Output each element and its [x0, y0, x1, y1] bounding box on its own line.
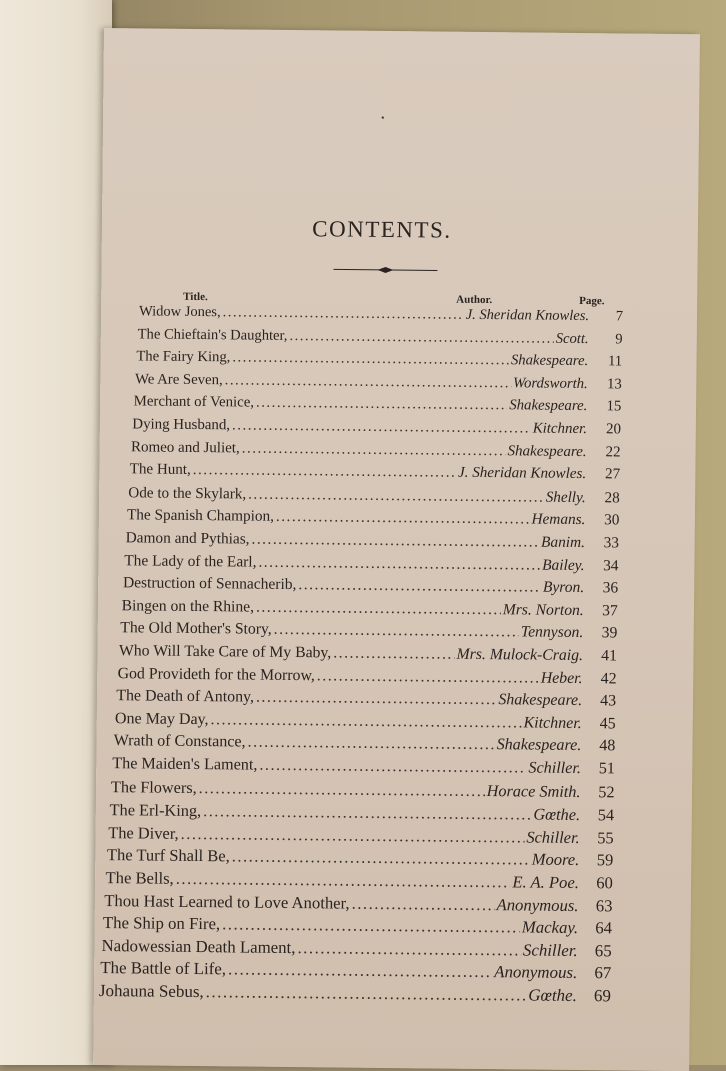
entry-page-number: 39 — [601, 624, 618, 642]
entry-author: Heber. — [540, 669, 583, 687]
entry-page-number: 9 — [615, 330, 623, 348]
entry-author: Hemans. — [531, 510, 586, 529]
entry-page-number: 33 — [603, 534, 620, 552]
dot-leader — [251, 531, 539, 552]
entry-title: Thou Hast Learned to Love Another, — [104, 890, 350, 913]
entry-title: The Flowers, — [110, 777, 197, 797]
dot-leader — [298, 576, 541, 597]
entry-page-number: 36 — [602, 579, 619, 597]
entry-author: Moore. — [531, 849, 580, 870]
entry-title: The Turf Shall Be, — [106, 845, 230, 866]
entry-author: Shakespeare. — [507, 442, 587, 460]
entry-title: The Lady of the Earl, — [124, 551, 257, 571]
entry-page-number: 22 — [605, 443, 621, 461]
dot-leader — [256, 395, 507, 415]
entry-title: Wrath of Constance, — [113, 732, 246, 751]
entry-author: Shelly. — [545, 488, 586, 506]
entry-author: Schiller. — [522, 940, 578, 960]
entry-title: Bingen on the Rhine, — [121, 597, 255, 616]
entry-title: Johauna Sebus, — [98, 981, 204, 1002]
entry-author: Shakespeare. — [510, 352, 589, 370]
entry-title: The Diver, — [108, 822, 179, 843]
dot-leader — [232, 417, 531, 437]
list-item — [99, 981, 611, 1008]
dot-leader — [289, 328, 553, 348]
dot-leader — [193, 462, 456, 482]
entry-page-number: 27 — [605, 466, 621, 483]
dot-leader — [228, 960, 492, 983]
entry-author: Shakespeare. — [509, 397, 588, 415]
dot-leader — [199, 779, 485, 801]
entry-page-number: 69 — [593, 986, 611, 1006]
entry-page-number: 30 — [604, 511, 620, 529]
entry-title: The Spanish Champion, — [126, 506, 275, 526]
entry-title: We Are Seven, — [134, 371, 223, 389]
entry-author: Bailey. — [542, 556, 585, 574]
entry-title: The Maiden's Lament, — [112, 755, 258, 774]
ornament-divider — [333, 265, 437, 274]
entry-title: Romeo and Juliet, — [130, 438, 240, 457]
dot-leader — [232, 350, 509, 370]
entry-title: The Ship on Fire, — [102, 913, 221, 934]
entry-title: Widow Jones, — [138, 303, 221, 321]
column-header-title: Title. — [183, 290, 208, 304]
entry-title: The Erl-King, — [109, 800, 202, 821]
entry-author: Horace Smith. — [486, 781, 581, 801]
entry-title: The Chieftain's Daughter, — [137, 325, 288, 344]
entry-title: The Hunt, — [129, 461, 191, 479]
dot-leader — [206, 982, 527, 1005]
entry-author: Shakespeare. — [498, 691, 583, 710]
entry-author: Schiller. — [526, 827, 580, 847]
column-header-author: Author. — [456, 293, 493, 307]
entry-page-number: 59 — [596, 850, 614, 870]
entry-title: God Provideth for the Morrow, — [117, 664, 315, 684]
entry-author: E. A. Poe. — [512, 872, 580, 893]
entry-author: Mrs. Mulock-Craig. — [456, 645, 584, 665]
entry-author: Gœthe. — [528, 985, 577, 1006]
entry-page-number: 11 — [607, 353, 623, 370]
dot-leader — [225, 372, 512, 392]
entry-author: Banim. — [541, 533, 586, 552]
entry-author: Schiller. — [528, 759, 582, 778]
entry-author: Shakespeare. — [496, 736, 582, 755]
entry-title: The Death of Antony, — [116, 687, 255, 706]
dot-leader — [276, 508, 530, 529]
dot-leader — [222, 914, 520, 937]
dot-leader — [176, 869, 511, 893]
entry-page-number: 60 — [596, 873, 614, 893]
dot-leader — [181, 824, 525, 848]
ink-speck: • — [381, 112, 385, 124]
dot-leader — [297, 938, 521, 960]
entry-author: Tennyson. — [520, 623, 584, 642]
entry-page-number: 52 — [598, 782, 615, 801]
entry-page-number: 63 — [595, 895, 613, 915]
entry-page-number: 43 — [600, 692, 617, 710]
entry-title: Dying Husband, — [132, 416, 231, 434]
entry-author: Kitchner. — [523, 714, 582, 732]
dot-leader — [242, 440, 506, 460]
entry-author: Anonymous. — [494, 962, 578, 983]
entry-author: Anonymous. — [496, 894, 579, 915]
entry-title: The Bells, — [105, 868, 174, 888]
entry-author: Mrs. Norton. — [502, 601, 584, 619]
entry-page-number: 41 — [601, 647, 618, 665]
contents-page — [93, 28, 700, 1071]
entry-title: Who Will Take Care of My Baby, — [118, 642, 332, 662]
entry-page-number: 48 — [599, 737, 616, 755]
entry-page-number: 37 — [602, 602, 618, 620]
entry-page-number: 34 — [603, 556, 619, 575]
entry-title: Destruction of Sennacherib, — [122, 574, 297, 594]
entry-title: The Battle of Life, — [100, 958, 227, 979]
entry-author: Byron. — [542, 578, 585, 597]
entry-title: Damon and Pythias, — [125, 529, 250, 548]
dot-leader — [352, 893, 495, 914]
dot-leader — [248, 485, 544, 506]
entry-page-number: 13 — [606, 376, 622, 393]
entry-title: The Old Mother's Story, — [120, 619, 272, 639]
entry-author: Kitchner. — [532, 420, 588, 438]
entry-page-number: 65 — [594, 940, 612, 961]
entry-page-number: 28 — [604, 489, 620, 507]
dot-leader — [223, 304, 464, 324]
entry-page-number: 54 — [597, 805, 615, 825]
entry-author: J. Sheridan Knowles. — [457, 464, 587, 483]
dot-leader — [258, 553, 540, 574]
entry-author: Mackay. — [521, 917, 579, 938]
entry-title: Merchant of Venice, — [133, 393, 255, 411]
entry-page-number: 55 — [597, 828, 614, 848]
dot-leader — [256, 689, 497, 710]
dot-leader — [333, 644, 454, 663]
entry-author: Wordsworth. — [512, 375, 588, 392]
dot-leader — [247, 734, 494, 755]
dot-leader — [259, 757, 526, 778]
dot-leader — [210, 711, 521, 732]
entry-page-number: 15 — [606, 398, 622, 415]
entry-author: Gœthe. — [533, 804, 581, 825]
page-title: CONTENTS. — [312, 216, 452, 243]
dot-leader — [203, 801, 531, 824]
entry-title: One May Day, — [114, 709, 209, 728]
entry-page-number: 51 — [598, 760, 616, 778]
entry-page-number: 7 — [615, 308, 624, 325]
entry-title: Ode to the Skylark, — [128, 484, 247, 503]
dot-leader — [232, 847, 530, 870]
entry-page-number: 45 — [599, 715, 616, 733]
entry-author: J. Sheridan Knowles. — [465, 306, 590, 325]
column-header-page: Page. — [579, 294, 605, 308]
entry-title: The Fairy King, — [136, 348, 231, 366]
entry-page-number: 67 — [594, 963, 612, 983]
dot-leader — [274, 621, 519, 642]
entry-page-number: 42 — [600, 669, 617, 687]
entry-page-number: 64 — [595, 918, 613, 938]
entry-author: Scott. — [555, 330, 589, 347]
entry-page-number: 20 — [605, 421, 622, 438]
entry-title: Nadowessian Death Lament, — [101, 935, 296, 957]
dot-leader — [317, 667, 539, 687]
dot-leader — [256, 598, 501, 619]
